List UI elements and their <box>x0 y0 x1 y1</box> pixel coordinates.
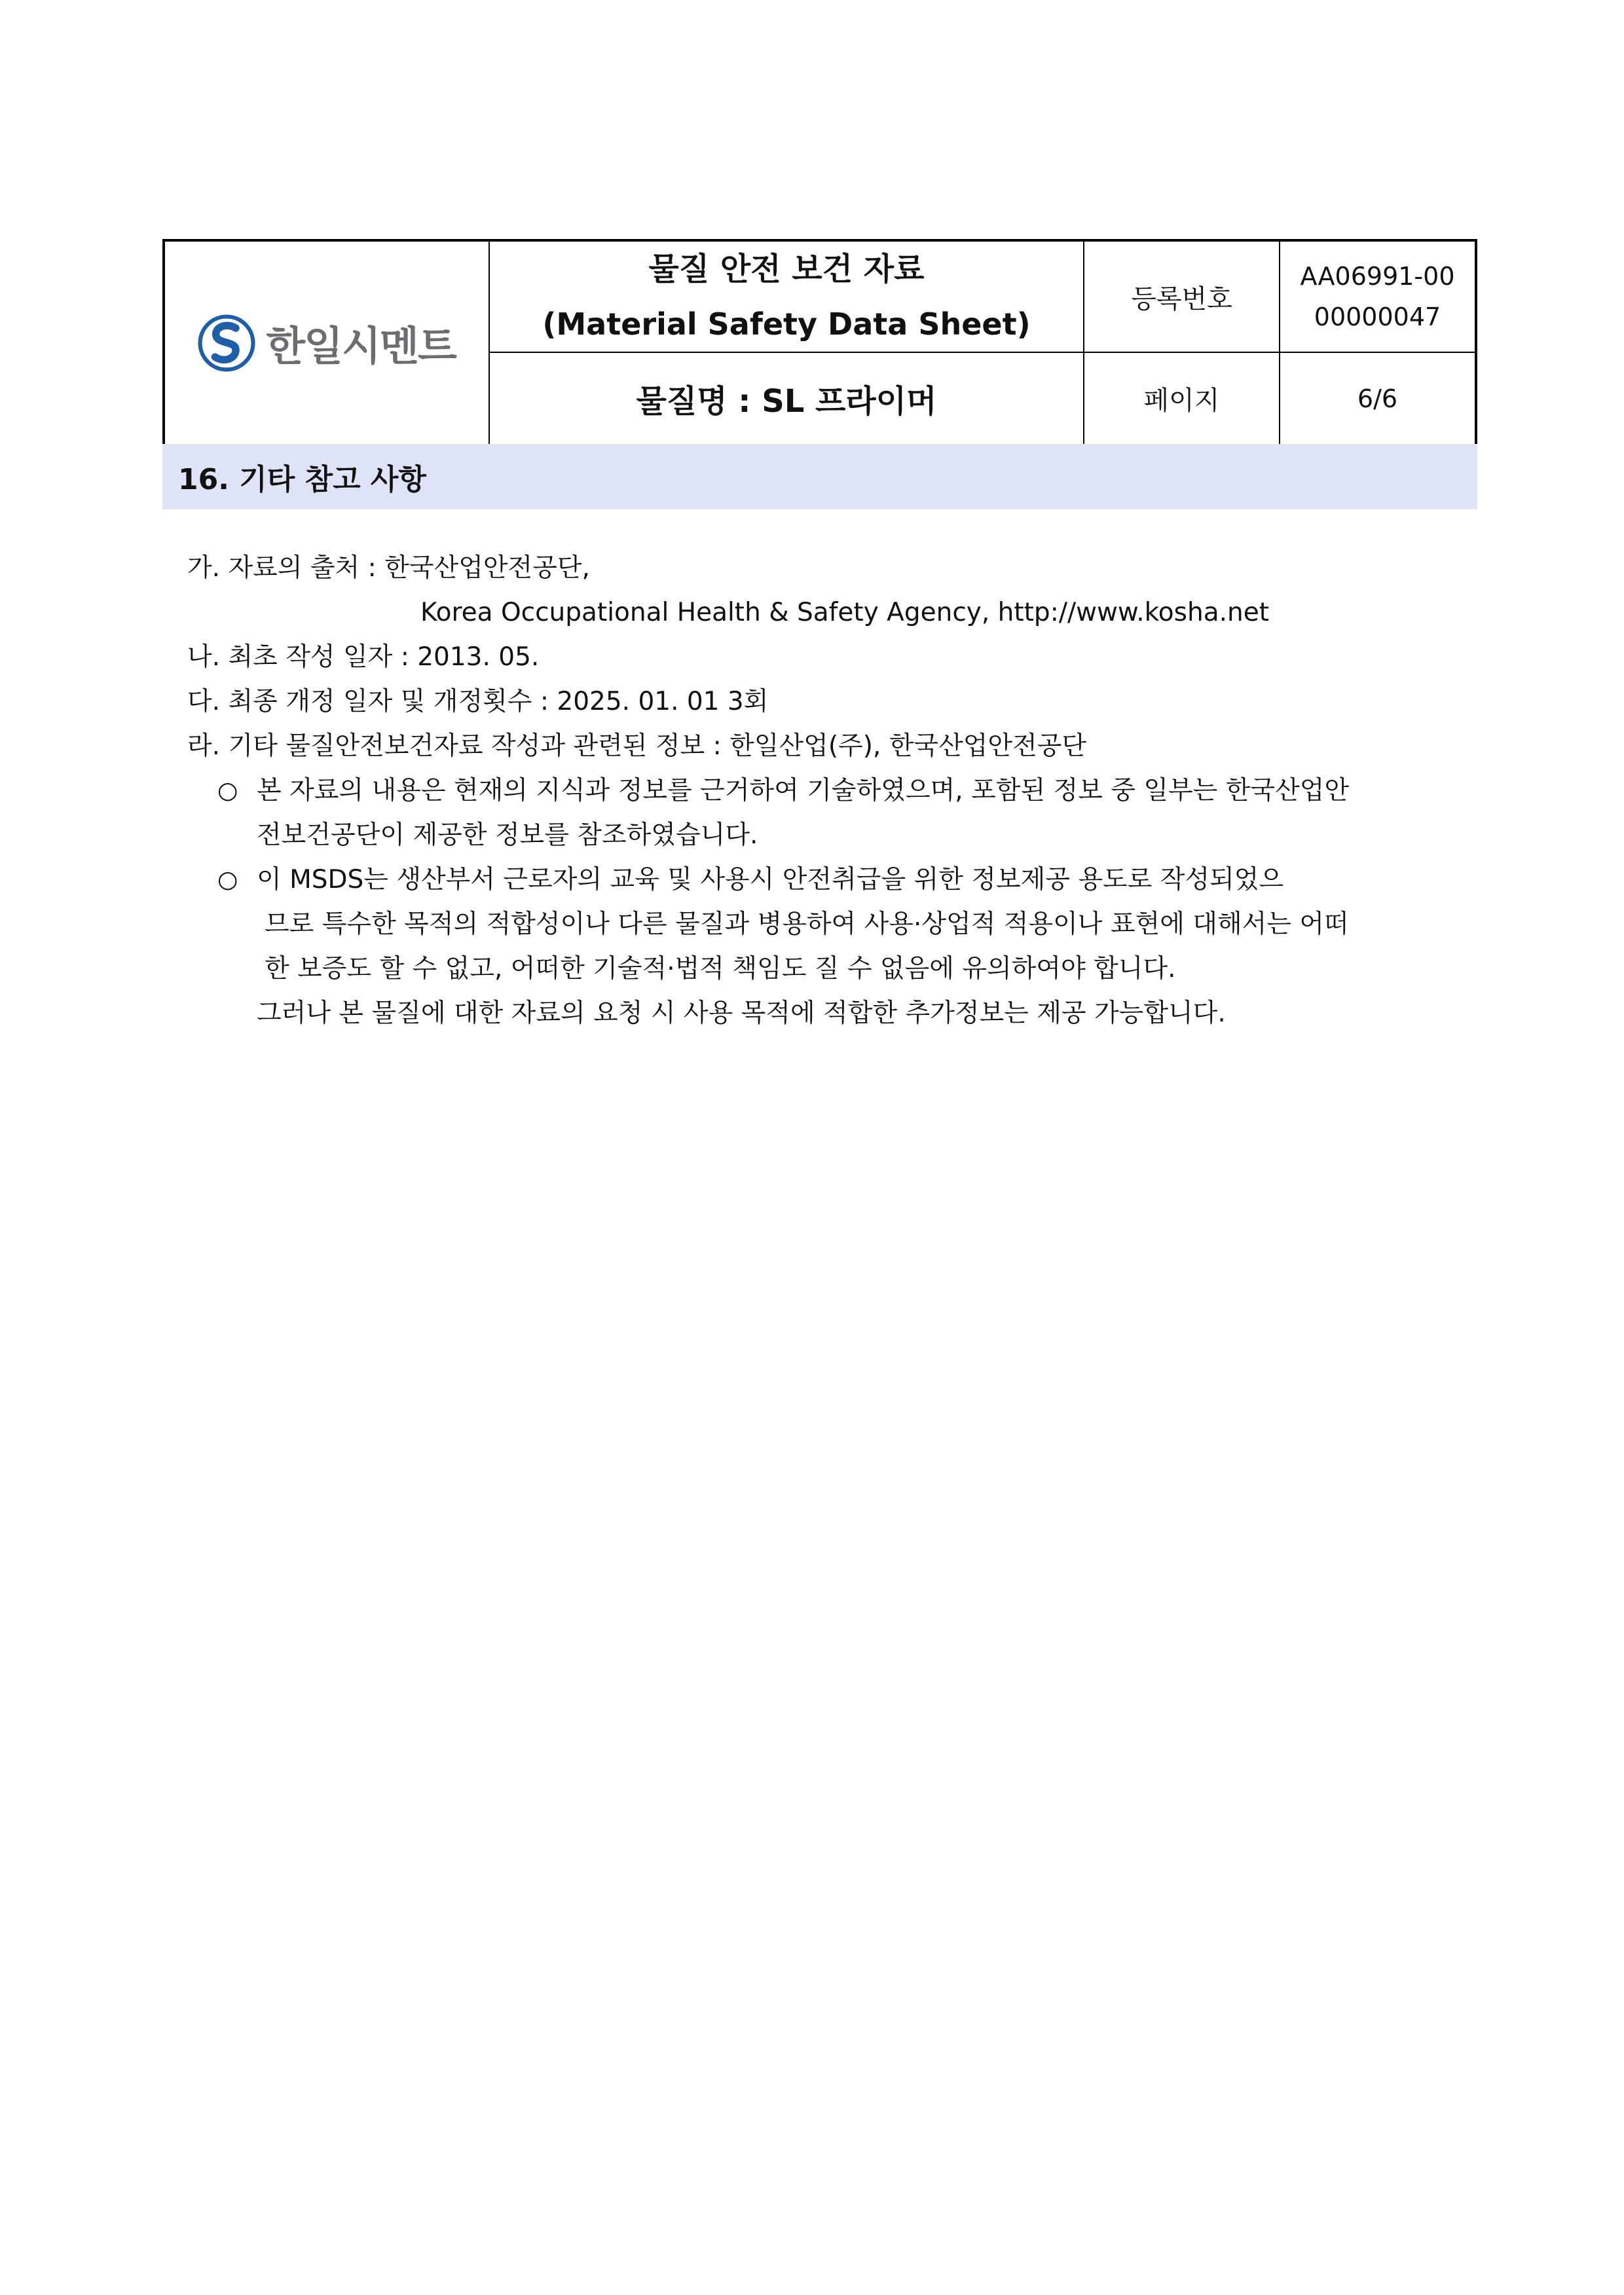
material-name: 물질명 : SL 프라이머 <box>489 352 1084 445</box>
registration-label: 등록번호 <box>1084 240 1280 352</box>
page-label: 페이지 <box>1084 352 1280 445</box>
page-number: 6/6 <box>1280 352 1476 445</box>
bullet-icon: ○ <box>217 777 238 804</box>
bullet2-line3: 한 보증도 할 수 없고, 어떠한 기술적·법적 책임도 질 수 없음에 유의하여야 합니다. <box>265 954 1176 983</box>
bullet2-line2: 므로 특수한 목적의 적합성이나 다른 물질과 병용하여 사용·상업적 적용이나 표현에 대해서는 어떠 <box>265 909 1349 939</box>
item-source-continuation: Korea Occupational Health & Safety Agency, http://www.kosha.net <box>420 598 1270 627</box>
item-first-written-date: 나. 최초 작성 일자 : 2013. 05. <box>187 642 540 672</box>
registration-number-line2: 00000047 <box>1314 303 1441 331</box>
item-other-info: 라. 기타 물질안전보건자료 작성과 관련된 정보 : 한일산업(주), 한국산업안전공단 <box>187 731 1087 761</box>
item-revision-date: 다. 최종 개정 일자 및 개정횟수 : 2025. 01. 01 3회 <box>187 687 769 716</box>
closing-statement: 그러나 본 물질에 대한 자료의 요청 시 사용 목적에 적합한 추가정보는 제공 가능합니다. <box>257 999 1226 1028</box>
document-title-korean: 물질 안전 보건 자료 <box>648 251 925 287</box>
bullet1-line2: 전보건공단이 제공한 정보를 참조하였습니다. <box>257 820 758 850</box>
bullet2-line1: 이 MSDS는 생산부서 근로자의 교육 및 사용시 안전취급을 위한 정보제공 용도로 작성되었으 <box>257 865 1284 894</box>
bullet1-line1: 본 자료의 내용은 현재의 지식과 정보를 근거하여 기술하였으며, 포함된 정보 중 일부는 한국산업안 <box>257 776 1350 805</box>
section-title: 16. 기타 참고 사항 <box>178 463 426 496</box>
registration-number-line1: AA06991-00 <box>1300 262 1455 291</box>
bullet-icon: ○ <box>217 866 238 893</box>
company-logo-text: 한일시멘트 <box>266 322 456 370</box>
document-title-english: (Material Safety Data Sheet) <box>542 306 1031 342</box>
item-source: 가. 자료의 출처 : 한국산업안전공단, <box>187 553 590 583</box>
